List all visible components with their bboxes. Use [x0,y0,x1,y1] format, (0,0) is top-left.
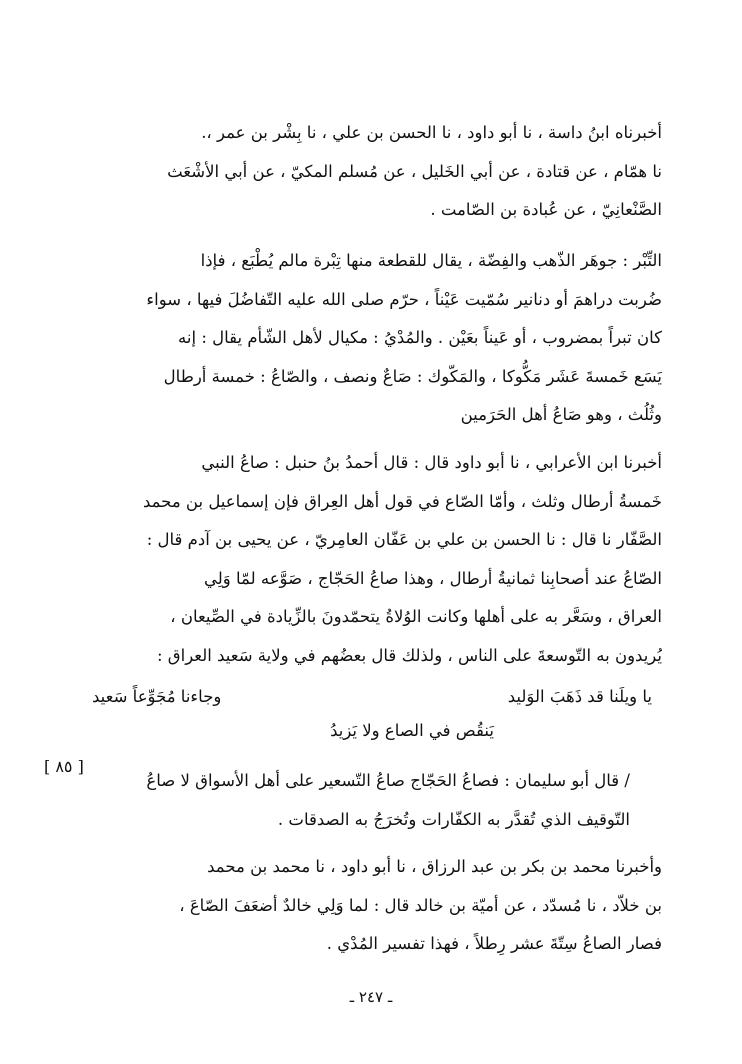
paragraph-tibr-explanation [62,242,662,435]
text-line: الصّاعُ عند أصحابِنا ثمانيةُ أرطال ، وهذا صاعُ الحَجّاج ، صَوَّعه لمّا وَلِي [204,568,662,588]
text-line: التّوقيف الذي تُقدَّر به الكفّارات وتُخرَجُ به الصدقات . [277,809,630,829]
text-line: أخبرنا ابن الأعرابي ، نا أبو داود قال : قال أحمدُ بنُ حنبل : صاعُ النبي [201,453,662,472]
page-number: ـ ٢٤٧ ـ [349,988,393,1006]
paragraph-isnad-1 [62,114,662,230]
text-line: خَمسةُ أرطال وثلث ، وأمّا الصّاع في قول أهل العِراق فإن إسماعيل بن محمد [142,491,662,511]
verse-hemistich-left: وجاءنا مُجَوِّعاً سَعيد [92,687,222,706]
text-line: ضُربت دراهمَ أو دنانير سُمّيت عَيْناً ، حرّم صلى الله عليه التّفاضُلَ فيها ، سواء [146,289,662,309]
verse-line-1 [92,680,652,714]
text-line: التِّبْر : جوهَر الذّهب والفِضّة ، يقال للقطعة منها تِبْرة مالم يُطْبَع ، فإذا [200,251,662,270]
paragraph-isnad-3 [62,848,662,964]
text-line: كان تبراً بمضروب ، أو عَيناً بعَيْن . والمُدْيُ : مكيال لأهل الشّأم يقال : إنه [178,328,662,347]
verse-line-2: يَنقُص في الصاع ولا يَزيدُ [330,721,494,740]
text-line: / قال أبو سليمان : فصاعُ الحَجّاج صاعُ التّسعير على أهل الأسواق لا صاعُ [146,771,630,790]
marginal-page-reference: [ ٨٥ ] [44,757,84,776]
text-line: الصَّفّار نا قال : نا الحسن بن علي بن عَفّان العامِريّ ، عن يحيى بن آدم قال : [146,530,662,549]
paragraph-isnad-2 [62,444,662,675]
text-line: وأخبرنا محمد بن بكر بن عبد الرزاق ، نا أبو داود ، نا محمد بن محمد [207,857,662,876]
text-line: الصَّنْعانِيّ ، عن عُبادة بن الصّامت . [430,200,662,219]
text-line: أخبرناه ابنُ داسة ، نا أبو داود ، نا الحسن بن علي ، نا بِشْر بن عمر ،. [201,123,662,142]
text-line: يَسَع خَمسةَ عَشَر مَكُّوكا ، والمَكّوك : صَاعٌ ونصف ، والصّاعُ : خمسة أرطال [163,366,662,386]
text-line: نا همّام ، عن قتادة ، عن أبي الخَليل ، عن مُسلم المكيّ ، عن أبي الأشْعَث [167,161,662,181]
text-line: فصار الصاعُ سِتّةَ عشر رِطلاً ، فهذا تفسير المُدْي . [326,934,662,953]
poetry-verse [92,680,652,748]
text-line: بن خلاّد ، نا مُسدّد ، عن أميّة بن خالد قال : لما وَلِي خالدٌ أضعَفَ الصّاعَ ، [179,895,662,915]
verse-hemistich-right: يا ويلَنا قد ذَهَبَ الوَليد [507,687,652,706]
text-line: العراق ، وسَعَّر به على أهلها وكانت الوُلاةُ يتحمّدونَ بالزِّيادة في الصِّيعان ، [170,607,662,626]
paragraph-abu-sulayman [70,762,630,839]
text-line: يُريدون به التّوسعةَ على الناس ، ولذلك قال بعضُهم في ولاية سَعيد العراق : [157,645,662,665]
text-line: وثُلُث ، وهو صَاعُ أهل الحَرَمين [460,405,662,424]
